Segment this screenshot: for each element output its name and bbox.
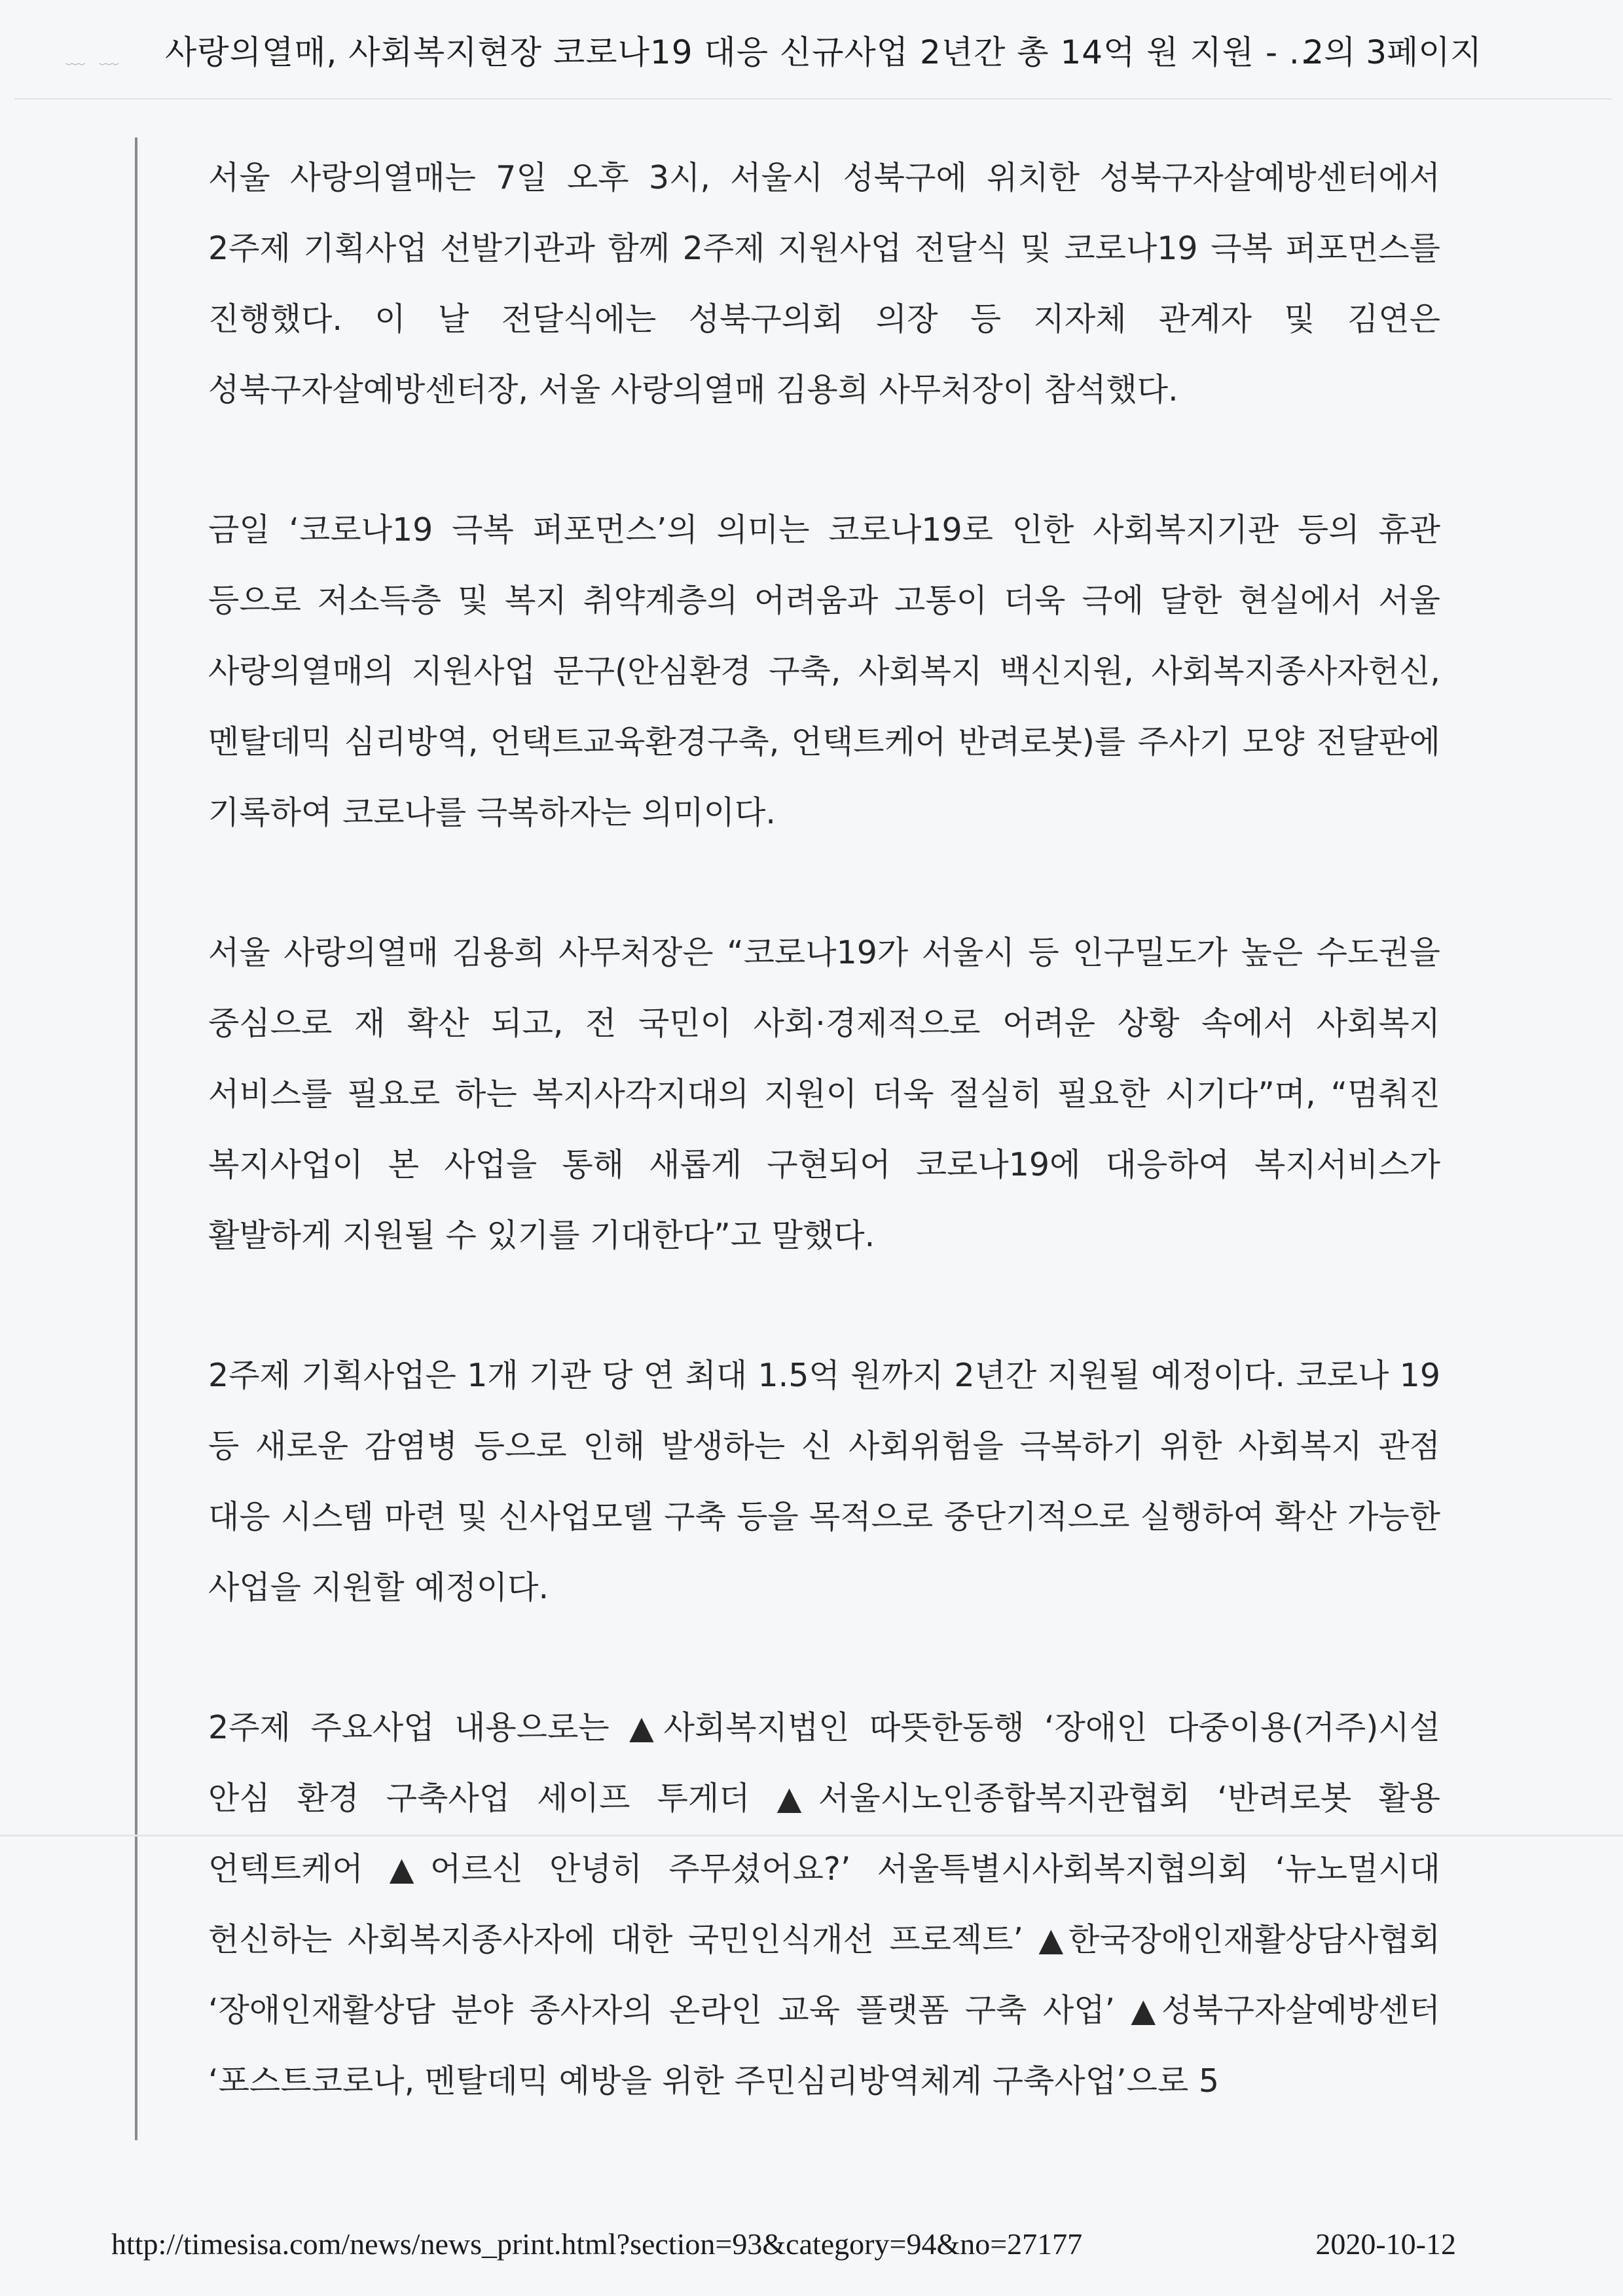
source-url: http://timesisa.com/news/news_print.html?section=93&category=94&no=27177	[111, 2227, 1083, 2261]
article-paragraph-4: 2주제 기획사업은 1개 기관 당 연 최대 1.5억 원까지 2년간 지원될 예정이다. 코로나 19 등 새로운 감염병 등으로 인해 발생하는 신 사회위험을 극복하기 위한 사회복지 관점 대응 시스템 마련 및 신사업모델 구축 등을 목적으로 중단기적으로 실행하여 확산 가능한 사업을 지원할 예정이다.	[208, 1357, 1440, 1606]
page-indicator: 2의 3페이지	[1303, 33, 1482, 71]
header-divider	[14, 98, 1612, 99]
scan-smudge-mark: ﹏ ﹏	[65, 46, 123, 69]
article-paragraph-3: 서울 사랑의열매 김용희 사무처장은 “코로나19가 서울시 등 인구밀도가 높은 수도권을 중심으로 재 확산 되고, 전 국민이 사회·경제적으로 어려운 상황 속에서 사회복지 서비스를 필요로 하는 복지사각지대의 지원이 더욱 절실히 필요한 시기다”며, “멈춰진 복지사업이 본 사업을 통해 새롭게 구현되어 코로나19에 대응하여 복지서비스가 활발하게 지원될 수 있기를 기대한다”고 말했다.	[208, 934, 1440, 1254]
page-footer	[0, 2219, 1623, 2284]
article-paragraph-1: 서울 사랑의열매는 7일 오후 3시, 서울시 성북구에 위치한 성북구자살예방센터에서 2주제 기획사업 선발기관과 함께 2주제 지원사업 전달식 및 코로나19 극복 퍼포먼스를 진행했다. 이 날 전달식에는 성북구의회 의장 등 지자체 관계자 및 김연은 성북구자살예방센터장, 서울 사랑의열매 김용희 사무처장이 참석했다.	[208, 159, 1440, 408]
article-left-border	[135, 137, 137, 2140]
page-header	[0, 0, 1623, 105]
article-paragraph-2: 금일 ‘코로나19 극복 퍼포먼스’의 의미는 코로나19로 인한 사회복지기관 등의 휴관 등으로 저소득층 및 복지 취약계층의 어려움과 고통이 더욱 극에 달한 현실에서 서울 사랑의열매의 지원사업 문구(안심환경 구축, 사회복지 백신지원, 사회복지종사자헌신, 멘탈데믹 심리방역, 언택트교육환경구축, 언택트케어 반려로봇)를 주사기 모양 전달판에 기록하여 코로나를 극복하자는 의미이다.	[208, 511, 1440, 831]
print-date: 2020-10-12	[1315, 2227, 1456, 2261]
print-header-title: 사랑의열매, 사회복지현장 코로나19 대응 신규사업 2년간 총 14억 원 지원 - ...	[165, 33, 1322, 71]
article-paragraph-5: 2주제 주요사업 내용으로는 ▲사회복지법인 따뜻한동행 ‘장애인 다중이용(거주)시설 안심 환경 구축사업 세이프 투게더 ▲서울시노인종합복지관협회 ‘반려로봇 활용 언텍트케어 ▲어르신 안녕히 주무셨어요?’ 서울특별시사회복지협의회 ‘뉴노멀시대 헌신하는 사회복지종사자에 대한 국민인식개선 프로젝트’ ▲한국장애인재활상담사협회 ‘장애인재활상담 분야 종사자의 온라인 교육 플랫폼 구축 사업’ ▲성북구자살예방센터 ‘포스트코로나, 멘탈데믹 예방을 위한 주민심리방역체계 구축사업’으로 5	[208, 1709, 1440, 2100]
article-body	[208, 143, 1440, 2186]
